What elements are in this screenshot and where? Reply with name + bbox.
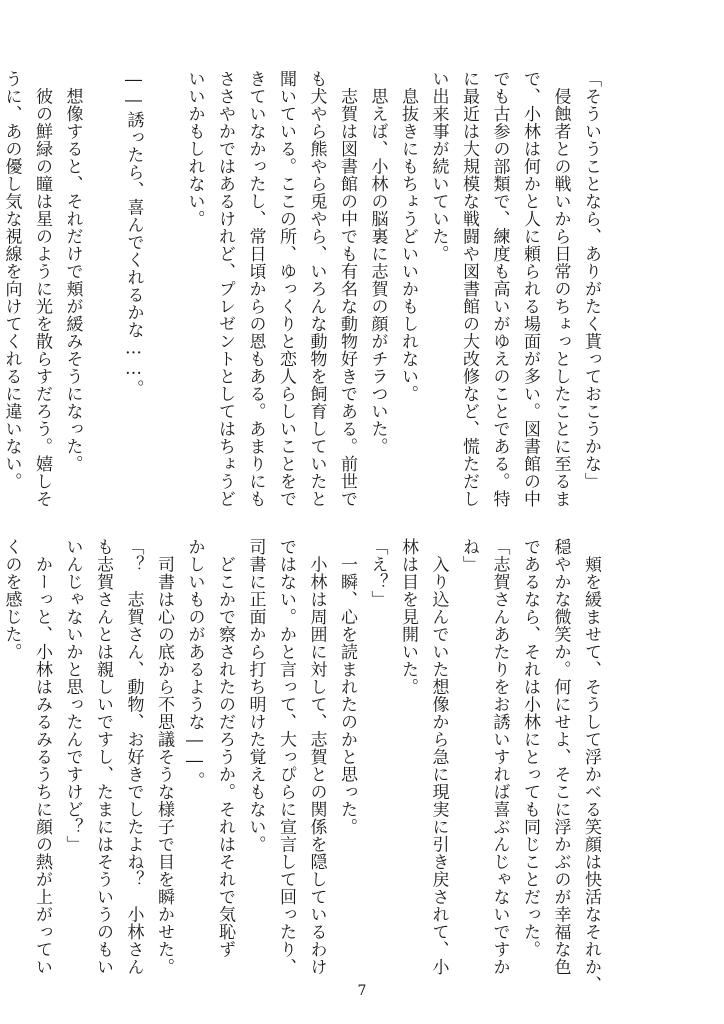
bottom-text-line: ね」 xyxy=(459,538,479,573)
bottom-text-line: 「え？」 xyxy=(367,538,388,608)
bottom-text-line: 小林は周囲に対して、志賀との関係を隠しているわけ xyxy=(306,538,327,976)
bottom-text-line: 司書に正面から打ち明けた覚えもない。 xyxy=(245,538,266,853)
bottom-text-line: 穏やかな微笑か。何にせよ、そこに浮かぶのが幸福な色 xyxy=(550,538,571,976)
top-text-line: 「そういうことなら、ありがたく貰っておこうかな」 xyxy=(581,70,601,490)
top-text-line: に最近は大規模な戦闘や図書館の大改修など、慌ただし xyxy=(459,70,479,508)
bottom-text-line: であるなら、それは小林にとっても同じことだった。 xyxy=(520,538,540,958)
bottom-text-line: どこかで察されたのだろうか。それはそれで気恥ず xyxy=(215,538,235,958)
bottom-text-line: くのを感じた。 xyxy=(1,538,22,661)
top-text-line: い出来事が続いていた。 xyxy=(428,70,449,263)
top-text-line: 聞いている。ここの所、ゆっくりと恋人らしいことをで xyxy=(276,70,296,508)
bottom-text-line: 頬を緩ませて、そうして浮かべる笑顔は快活なそれか、 xyxy=(581,538,601,993)
bottom-text-line: いんじゃないかと思ったんですけど？」 xyxy=(62,538,83,853)
text-block-bottom xyxy=(0,538,606,993)
bottom-text-line: かーっと、小林はみるみるうちに顔の熱が上がってい xyxy=(32,538,52,976)
top-text-line: いいかもしれない。 xyxy=(184,70,205,228)
bottom-text-line: かしいものがあるような――。 xyxy=(184,538,205,789)
bottom-text-line: ではない。かと言って、大っぴらに宣言して回ったり、 xyxy=(276,538,296,976)
bottom-text-line: 一瞬、心を読まれたのかと思った。 xyxy=(337,538,357,836)
bottom-text-line: 「？ 志賀さん、動物、お好きでしたよね？ 小林さん xyxy=(123,538,144,976)
bottom-text-line: 司書は心の底から不思議そうな様子で目を瞬かせた。 xyxy=(154,538,174,976)
top-text-line: うに、あの優し気な視線を向けてくれるに違いない。 xyxy=(1,70,22,490)
top-text-line: 想像すると、それだけで頬が緩みそうになった。 xyxy=(62,70,83,473)
page-number: 7 xyxy=(357,983,367,999)
top-text-line: 侵蝕者との戦いから日常のちょっとしたことに至るま xyxy=(550,70,571,508)
text-block-top xyxy=(0,70,606,508)
bottom-text-line: 「志賀さんあたりをお誘いすれば喜ぶんじゃないですか xyxy=(489,538,510,976)
top-text-line xyxy=(88,70,119,490)
top-text-line: で、小林は何かと人に頼られる場面が多い。図書館の中 xyxy=(520,70,540,508)
bottom-text-line: も志賀さんとは親しいですし、たまにはそういうのもい xyxy=(93,538,113,976)
bottom-text-line: 入り込んでいた想像から急に現実に引き戻されて、小 xyxy=(428,538,449,976)
top-text-line: ――誘ったら、喜んでくれるかな……。 xyxy=(123,70,144,397)
top-text-line xyxy=(149,70,180,490)
top-text-line: 彼の鮮緑の瞳は星のように光を散らすだろう。嬉しそ xyxy=(32,70,52,508)
top-text-line: 思えば、小林の脳裏に志賀の顔がチラついた。 xyxy=(367,70,388,455)
top-text-line: でも古参の部類で、練度も高いがゆえのことである。特 xyxy=(489,70,510,508)
top-text-line: も犬やら熊やら兎やら、いろんな動物を飼育していたと xyxy=(306,70,327,508)
top-text-line: ささやかではあるけれど、プレゼントとしてはちょうど xyxy=(215,70,235,508)
bottom-text-line: 林は目を見開いた。 xyxy=(398,538,418,696)
top-text-line: きていなかったし、常日頃からの恩もある。あまりにも xyxy=(245,70,266,508)
top-text-line: 息抜きにもちょうどいいかもしれない。 xyxy=(398,70,418,403)
top-text-line: 志賀は図書館の中でも有名な動物好きである。前世で xyxy=(337,70,357,508)
